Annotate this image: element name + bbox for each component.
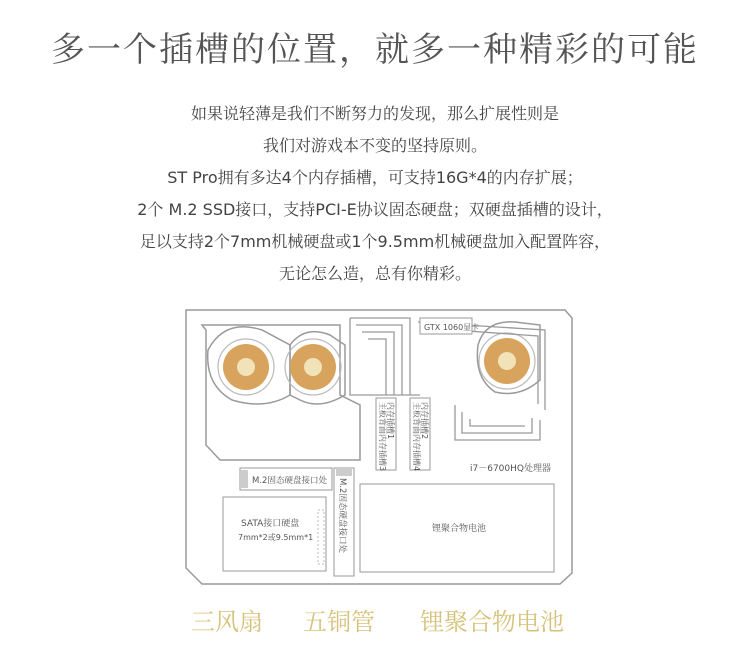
ram-right-label-b: 主板背面内存插槽4 [412, 402, 421, 472]
fan-2-hub [304, 358, 322, 376]
feature-battery: 锂聚合物电池 [420, 608, 564, 636]
description-line: 如果说轻薄是我们不断努力的发现，那么扩展性则是 [190, 104, 559, 123]
m2-connector-horizontal [240, 470, 248, 488]
description-line: 无论怎么造，总有你精彩。 [278, 264, 471, 283]
inner-outline [202, 325, 360, 460]
feature-heat-pipes: 五铜管 [303, 608, 375, 636]
ram-right-label-a: 内存插槽2 [420, 402, 429, 440]
sata-label-2: 7mm*2或9.5mm*1 [238, 533, 314, 542]
feature-fans: 三风扇 [191, 608, 263, 636]
m2-horizontal-label: M.2固态硬盘接口处 [252, 476, 327, 486]
ram-left-label-a: 内存插槽1 [386, 402, 395, 440]
m2-connector-vertical [336, 468, 352, 476]
fan-3-hub [498, 352, 516, 370]
fan-1-hub [237, 358, 255, 376]
sata-label-1: SATA接口硬盘 [241, 519, 300, 529]
page-title: 多一个插槽的位置，就多一种精彩的可能 [51, 30, 699, 70]
description-line: 足以支持2个7mm机械硬盘或1个9.5mm机械硬盘加入配置阵容， [139, 232, 611, 251]
m2-vertical-label: M.2固态硬盘接口处 [337, 478, 347, 553]
battery-label: 锂聚合物电池 [432, 524, 487, 534]
gpu-label: GTX 1060显卡 [424, 323, 480, 332]
ram-left-label-b: 主板背面内存插槽3 [378, 402, 387, 472]
description-line: 我们对游戏本不变的坚持原则。 [262, 136, 487, 155]
description-line: ST Pro拥有多达4个内存插槽，可支持16G*4的内存扩展； [167, 168, 583, 187]
cpu-label: i7－6700HQ处理器 [470, 464, 551, 474]
description-line: 2个 M.2 SSD接口，支持PCI-E协议固态硬盘；双硬盘插槽的设计， [137, 200, 613, 219]
